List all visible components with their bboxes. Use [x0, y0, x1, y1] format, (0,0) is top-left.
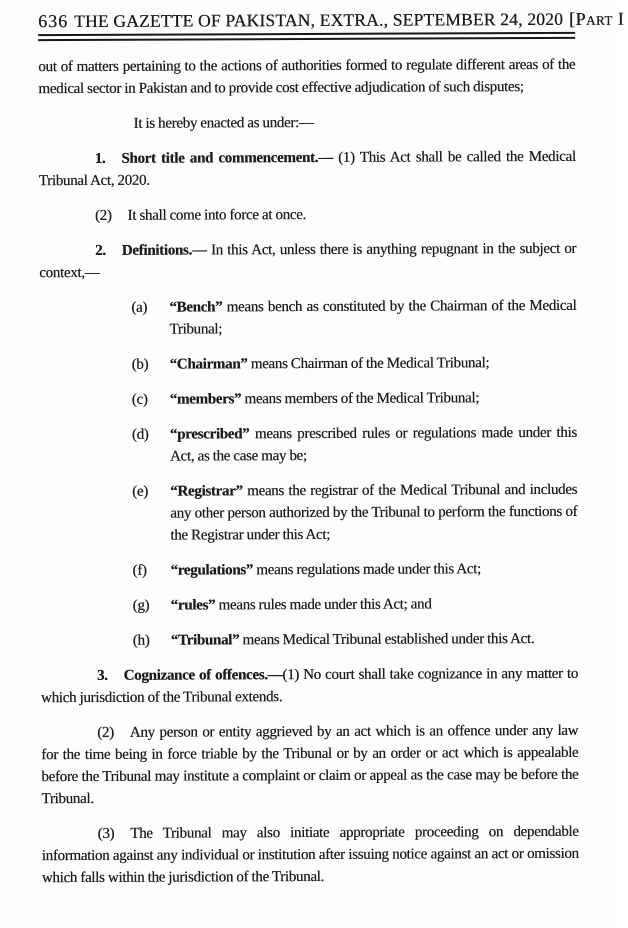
- definition-label: (h): [132, 632, 150, 649]
- document-body: [38, 54, 579, 889]
- definition-text: [170, 422, 577, 468]
- definition-label: (a): [131, 299, 148, 316]
- definition-label: (g): [132, 597, 150, 614]
- text-segment: (3): [97, 825, 115, 842]
- text-segment: (2): [97, 724, 114, 741]
- enactment-clause: [38, 111, 575, 135]
- definition-text: [170, 352, 577, 376]
- text-segment: means prescribed rules or regulations made under this Act, as the case may be;: [169, 424, 577, 465]
- bold-text-segment: 2.: [95, 242, 106, 259]
- bold-text-segment: “Bench”: [169, 299, 223, 316]
- bold-text-segment: Short title and commencement.—: [121, 149, 333, 167]
- page-number: 636: [38, 11, 69, 32]
- definition-prescribed: [132, 422, 577, 468]
- text-segment: out of matters pertaining to the actions of authorities formed to regulate different areas of the medical sector in Pakistan and to provide cost effective adjudication of such disputes;: [38, 56, 576, 98]
- preamble-paragraph: [38, 54, 575, 100]
- section-2: [39, 238, 576, 284]
- definition-text: [171, 593, 578, 617]
- definition-text: [169, 295, 576, 341]
- section-3-subsection-3: [42, 821, 579, 889]
- section-1: [39, 146, 576, 192]
- text-segment: It shall come into force at once.: [127, 207, 306, 224]
- text-segment: means Medical Tribunal established under this Act.: [239, 631, 535, 649]
- text-segment: (1) No court shall take cognizance in any matter to which jurisdiction of the Tribunal extends.: [41, 665, 578, 707]
- text-segment: means Chairman of the Medical Tribunal;: [247, 355, 490, 373]
- text-segment: means regulations made under this Act;: [252, 561, 481, 579]
- text-segment: means the registrar of the Medical Tribunal and includes any other person authorized by the Tribunal to perform the functions of the Registrar under this Act;: [170, 481, 578, 544]
- definition-bench: [131, 295, 576, 341]
- text-segment: (2): [94, 207, 112, 224]
- definition-label: (f): [132, 562, 147, 579]
- text-segment: means members of the Medical Tribunal;: [241, 390, 480, 408]
- text-segment: The Tribunal may also initiate appropriate proceeding on dependable information against any individual or institution after issuing notice against an act or omission which falls within the jurisdiction of the Tribunal.: [41, 823, 579, 887]
- definition-text: [170, 479, 577, 547]
- text-segment: Any person or entity aggrieved by an act which is an offence under any law for the time being in force triable by the Tribunal or by an order or act which is appealable before the Tribunal may institute a complaint or claim or appeal as the case may be before the Tribunal.: [41, 722, 579, 808]
- definition-label: (d): [131, 426, 149, 443]
- definition-tribunal: [133, 628, 578, 652]
- bold-text-segment: 3.: [96, 667, 108, 684]
- definition-regulations: [132, 558, 577, 582]
- definition-text: [170, 558, 577, 582]
- gazette-title: THE GAZETTE OF PAKISTAN, EXTRA., SEPTEMBER 24, 2020: [74, 8, 564, 32]
- part-label: [Part I: [568, 8, 625, 29]
- text-segment: means rules made under this Act; and: [215, 596, 432, 614]
- definition-text: [170, 387, 577, 411]
- definition-text: [171, 628, 578, 652]
- section-1-subsection-2: [39, 203, 576, 227]
- masthead: [38, 8, 625, 32]
- section-3-subsection-2: [41, 720, 578, 810]
- definition-chairman: [132, 352, 577, 376]
- text-segment: means bench as constituted by the Chairman of the Medical Tribunal;: [169, 297, 577, 338]
- bold-text-segment: “Chairman”: [169, 356, 248, 373]
- text-segment: (1) This Act shall be called the Medical Tribunal Act, 2020.: [38, 148, 576, 190]
- definition-members: [132, 387, 577, 411]
- bold-text-segment: “rules”: [170, 597, 216, 614]
- bold-text-segment: “prescribed”: [169, 426, 250, 443]
- bold-text-segment: “Tribunal”: [170, 632, 240, 649]
- masthead-double-rule: [38, 32, 575, 41]
- bold-text-segment: Cognizance of offences.—: [123, 667, 283, 684]
- definition-rules: [133, 593, 578, 617]
- definition-label: (c): [131, 391, 148, 408]
- bold-text-segment: 1.: [94, 150, 106, 167]
- bold-text-segment: “Registrar”: [170, 483, 243, 500]
- text-segment: It is hereby enacted as under:—: [133, 114, 314, 132]
- bold-text-segment: “regulations”: [170, 562, 254, 579]
- text-segment: In this Act, unless there is anything repugnant in the subject or context,—: [39, 240, 577, 282]
- definition-label: (b): [131, 356, 149, 373]
- definition-registrar: [132, 479, 577, 547]
- definition-label: (e): [132, 483, 148, 500]
- bold-text-segment: Definitions.—: [121, 242, 207, 259]
- bold-text-segment: “members”: [169, 391, 242, 408]
- section-3: [41, 663, 578, 709]
